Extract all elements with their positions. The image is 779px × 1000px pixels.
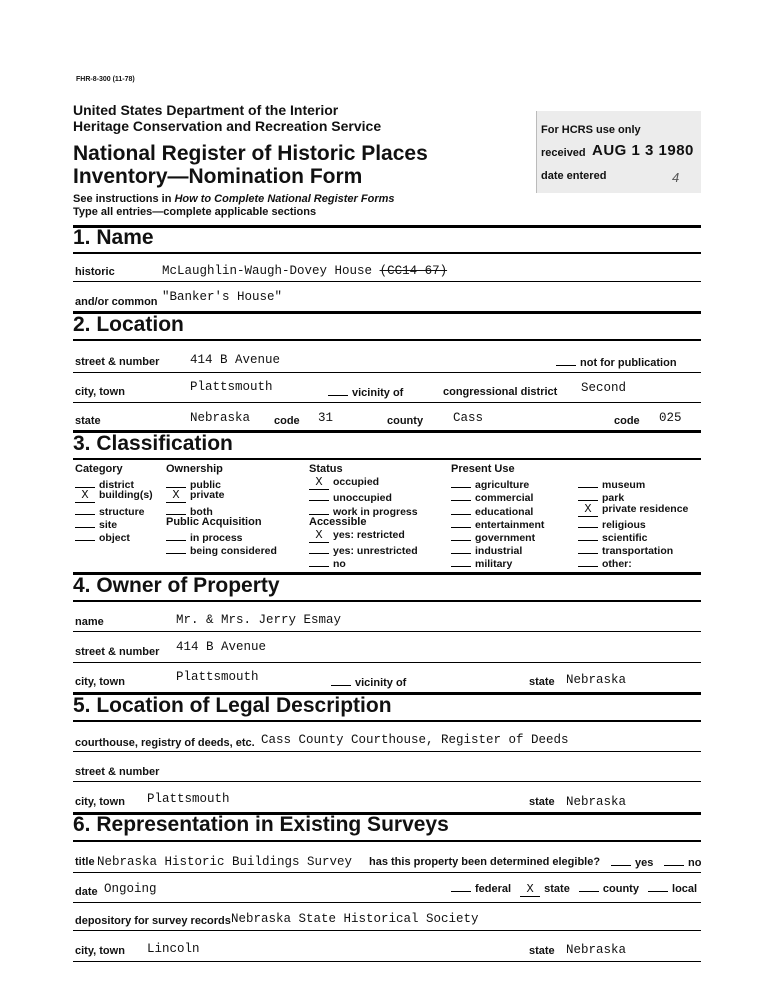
section-5-heading: 5. Location of Legal Description bbox=[73, 694, 392, 717]
accessible-restricted: X yes: restricted bbox=[309, 529, 418, 542]
owner-vicinity: vicinity of bbox=[331, 676, 406, 689]
ownership-heading: Ownership bbox=[166, 463, 223, 475]
eligibility-yes: yes bbox=[611, 856, 653, 869]
survey-date: Ongoing bbox=[104, 882, 157, 896]
county-value: Cass bbox=[453, 411, 484, 425]
hcrs-heading: For HCRS use only bbox=[541, 124, 641, 136]
eligibility-no: no bbox=[664, 856, 701, 869]
section-3-heading: 3. Classification bbox=[73, 432, 233, 455]
form-title-2: Inventory—Nomination Form bbox=[73, 165, 363, 188]
common-label: and/or common bbox=[75, 296, 158, 308]
date-entered-mark: 4 bbox=[672, 170, 680, 185]
ownership-public: public bbox=[166, 476, 277, 489]
ownership-column bbox=[166, 463, 277, 558]
present-use-column bbox=[451, 463, 544, 569]
section-1-underline bbox=[73, 252, 701, 254]
accessible-no: no bbox=[309, 555, 418, 568]
section-1-heading: 1. Name bbox=[73, 226, 154, 249]
county-label: county bbox=[387, 415, 424, 427]
section-1-rule bbox=[73, 225, 701, 228]
present-use-column-2 bbox=[578, 476, 689, 571]
received-label: received bbox=[541, 147, 586, 159]
acquisition-in-process: in process bbox=[166, 529, 277, 542]
courthouse-label: courthouse, registry of deeds, etc. bbox=[75, 737, 255, 749]
accessible-heading: Accessible bbox=[309, 515, 367, 528]
form-title-1: National Register of Historic Places bbox=[73, 142, 428, 165]
use-other: other: bbox=[578, 555, 688, 568]
state-code: 31 bbox=[318, 411, 334, 425]
section-3-underline bbox=[73, 458, 701, 460]
instructions-line-2: Type all entries—complete applicable sections bbox=[73, 206, 317, 218]
owner-city-label: city, town bbox=[75, 676, 125, 688]
present-use-heading: Present Use bbox=[451, 463, 515, 475]
use-military: military bbox=[451, 555, 544, 568]
city-value: Plattsmouth bbox=[190, 380, 273, 394]
date-entered-label: date entered bbox=[541, 170, 607, 182]
legal-city-label: city, town bbox=[75, 796, 125, 808]
section-4-heading: 4. Owner of Property bbox=[73, 574, 280, 597]
use-transportation: transportation bbox=[578, 542, 688, 555]
city-label: city, town bbox=[75, 386, 125, 398]
historic-name-value: McLaughlin-Waugh-Dovey House bbox=[162, 264, 373, 278]
vicinity-of: vicinity of bbox=[328, 386, 403, 399]
state-value: Nebraska bbox=[190, 411, 251, 425]
owner-state-label: state bbox=[529, 676, 555, 688]
status-work-in-progress: work in progress bbox=[309, 503, 418, 516]
legal-street-label: street & number bbox=[75, 766, 160, 778]
owner-name-label: name bbox=[75, 616, 104, 628]
owner-street-line bbox=[73, 662, 701, 663]
congressional-value: Second bbox=[581, 381, 627, 395]
accessible-unrestricted: yes: unrestricted bbox=[309, 542, 418, 555]
section-2-heading: 2. Location bbox=[73, 313, 184, 336]
survey-state: Nebraska bbox=[566, 943, 627, 957]
survey-date-line bbox=[73, 902, 701, 903]
status-column bbox=[309, 463, 418, 569]
use-scientific: scientific bbox=[578, 529, 688, 542]
county-code-label: code bbox=[614, 415, 640, 427]
legal-city: Plattsmouth bbox=[147, 792, 230, 806]
section-5-underline bbox=[73, 720, 701, 722]
status-occupied: X occupied bbox=[309, 476, 418, 489]
common-name: "Banker's House" bbox=[162, 290, 283, 304]
eligibility-question: has this property been determined elegible? bbox=[369, 856, 601, 868]
congressional-label: congressional district bbox=[443, 386, 558, 398]
category-heading: Category bbox=[75, 463, 123, 475]
section-6-underline bbox=[73, 840, 701, 842]
legal-street-line bbox=[73, 781, 701, 782]
depository-label: depository for survey records bbox=[75, 915, 231, 927]
street-value: 414 B Avenue bbox=[190, 353, 281, 367]
survey-title-line bbox=[73, 872, 701, 873]
depository-line bbox=[73, 930, 701, 931]
status-unoccupied: unoccupied bbox=[309, 489, 418, 502]
section-4-underline bbox=[73, 600, 701, 602]
instructions bbox=[73, 193, 395, 205]
survey-title-label: title bbox=[75, 856, 95, 868]
section-2-underline bbox=[73, 339, 701, 341]
use-government: government bbox=[451, 529, 544, 542]
city-line bbox=[73, 402, 701, 403]
not-for-publication: not for publication bbox=[556, 356, 677, 369]
historic-label: historic bbox=[75, 266, 115, 278]
use-industrial: industrial bbox=[451, 542, 544, 555]
owner-city: Plattsmouth bbox=[176, 670, 259, 684]
survey-state-label: state bbox=[529, 945, 555, 957]
survey-title: Nebraska Historic Buildings Survey bbox=[97, 855, 353, 869]
street-line bbox=[73, 372, 701, 373]
acquisition-being-considered: being considered bbox=[166, 542, 277, 555]
survey-city: Lincoln bbox=[147, 942, 200, 956]
state-code-label: code bbox=[274, 415, 300, 427]
section-6-heading: 6. Representation in Existing Surveys bbox=[73, 813, 449, 836]
survey-city-label: city, town bbox=[75, 945, 125, 957]
category-buildings: X building(s) bbox=[75, 489, 153, 502]
historic-line bbox=[73, 281, 701, 282]
courthouse-line bbox=[73, 751, 701, 752]
use-park: park bbox=[578, 489, 688, 502]
state-label: state bbox=[75, 415, 101, 427]
status-heading: Status bbox=[309, 463, 343, 475]
acquisition-heading: Public Acquisition bbox=[166, 515, 262, 528]
category-district: district bbox=[75, 476, 153, 489]
ownership-both: both bbox=[166, 503, 277, 516]
owner-street-label: street & number bbox=[75, 646, 160, 658]
category-site: site bbox=[75, 516, 153, 529]
historic-name bbox=[162, 264, 447, 278]
use-entertainment: entertainment bbox=[451, 516, 544, 529]
county-code: 025 bbox=[659, 411, 682, 425]
agency-line-1: United States Department of the Interior bbox=[73, 102, 339, 118]
street-label: street & number bbox=[75, 356, 160, 368]
owner-street: 414 B Avenue bbox=[176, 640, 267, 654]
received-stamp: AUG 1 3 1980 bbox=[592, 142, 694, 159]
historic-name-struck: (CC14-67) bbox=[379, 264, 448, 278]
use-private-residence: X private residence bbox=[578, 503, 688, 516]
use-commercial: commercial bbox=[451, 489, 544, 502]
use-religious: religious bbox=[578, 516, 688, 529]
instructions-prefix: See instructions in bbox=[73, 193, 175, 205]
owner-name-line bbox=[73, 631, 701, 632]
use-museum: museum bbox=[578, 476, 688, 489]
owner-name: Mr. & Mrs. Jerry Esmay bbox=[176, 613, 342, 627]
category-structure: structure bbox=[75, 503, 153, 516]
instructions-title: How to Complete National Register Forms bbox=[174, 193, 395, 205]
legal-state-label: state bbox=[529, 796, 555, 808]
form-number: FHR-8-300 (11-78) bbox=[76, 76, 135, 83]
survey-city-line bbox=[73, 961, 701, 962]
survey-level: federal X state county local bbox=[451, 882, 697, 897]
legal-state: Nebraska bbox=[566, 795, 627, 809]
owner-state: Nebraska bbox=[566, 673, 627, 687]
use-educational: educational bbox=[451, 503, 544, 516]
ownership-private: X private bbox=[166, 489, 277, 502]
agency-line-2: Heritage Conservation and Recreation Service bbox=[73, 118, 382, 134]
use-agriculture: agriculture bbox=[451, 476, 544, 489]
courthouse-value: Cass County Courthouse, Register of Deeds bbox=[261, 733, 569, 747]
depository-value: Nebraska State Historical Society bbox=[231, 912, 479, 926]
category-object: object bbox=[75, 529, 153, 542]
category-column bbox=[75, 463, 153, 542]
survey-date-label: date bbox=[75, 886, 98, 898]
